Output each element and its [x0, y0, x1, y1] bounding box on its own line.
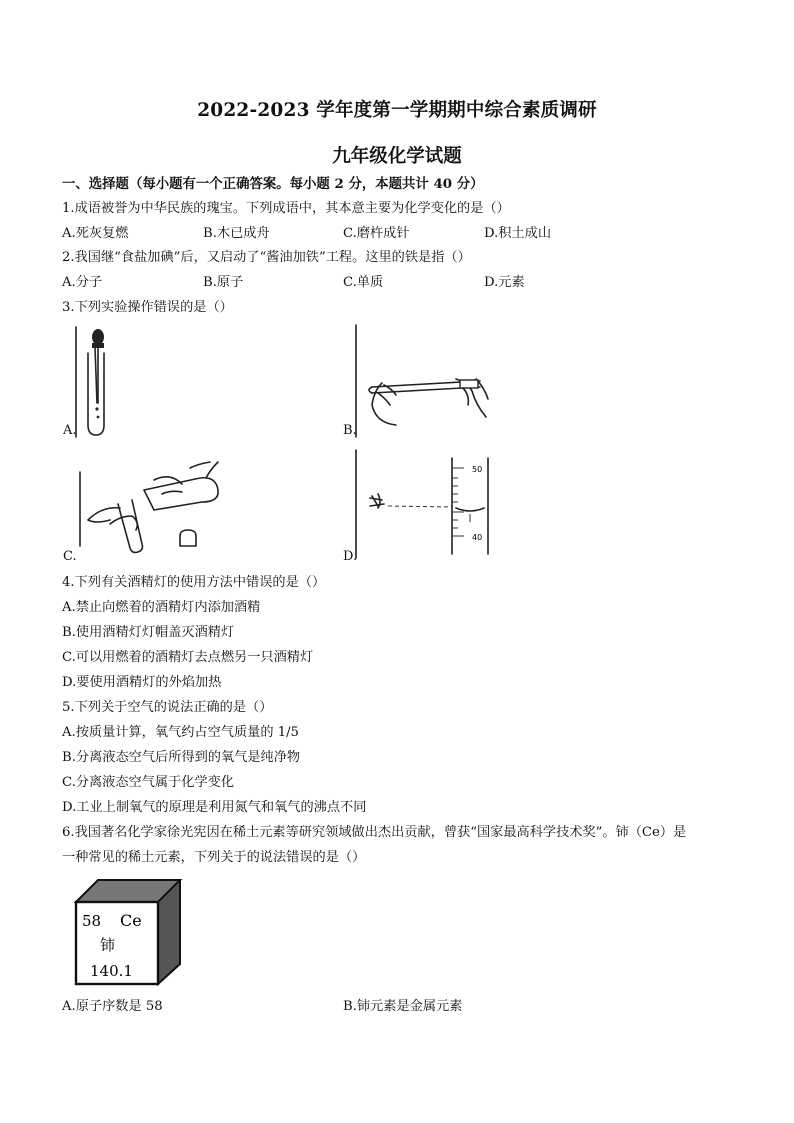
q4-option-a: A.禁止向燃着的酒精灯内添加酒精	[62, 600, 261, 615]
q1-option-a: A.死灰复燃	[62, 226, 129, 241]
question-3-stem: 3.下列实验操作错误的是（）	[62, 300, 233, 315]
q3-label-c: C.	[63, 549, 77, 564]
q4-option-d: D.要使用酒精灯的外焰加热	[62, 675, 222, 690]
question-4-stem: 4.下列有关酒精灯的使用方法中错误的是（）	[62, 575, 326, 590]
q5-option-b: B.分离液态空气后所得到的氧气是纯净物	[62, 750, 301, 765]
q4-option-c: C.可以用燃着的酒精灯去点燃另一只酒精灯	[62, 650, 314, 665]
reading-graduated-cylinder-image	[352, 450, 502, 560]
pouring-liquid-image	[70, 450, 240, 560]
element-cell-cube-image	[72, 876, 187, 991]
question-1-stem: 1.成语被誉为中华民族的瑰宝。下列成语中，其本意主要为化学变化的是（）	[62, 201, 510, 216]
element-symbol: Ce	[120, 911, 142, 930]
q1-option-d: D.积土成山	[484, 226, 552, 241]
cylinder-tick-40: 40	[472, 533, 483, 542]
q3-label-a: A.	[63, 423, 77, 438]
question-5-stem: 5.下列关于空气的说法正确的是（）	[62, 700, 273, 715]
q2-option-c: C.单质	[343, 275, 384, 290]
question-6-stem-line2: 一种常见的稀土元素，下列关于的说法错误的是（）	[62, 850, 366, 865]
q3-label-d: D.	[343, 549, 358, 564]
page-title: 2022-2023 学年度第一学期期中综合素质调研	[197, 100, 597, 121]
element-atomic-number: 58	[82, 912, 102, 930]
section-heading: 一、选择题（每小题有一个正确答案。每小题 2 分，本题共计 40 分）	[62, 176, 484, 192]
q6-option-a: A.原子序数是 58	[62, 999, 163, 1014]
hands-holding-tube-image	[352, 325, 502, 440]
q2-option-a: A.分子	[62, 275, 103, 290]
q5-option-d: D.工业上制氧气的原理是利用氮气和氧气的沸点不同	[62, 800, 367, 815]
q2-option-d: D.元素	[484, 275, 525, 290]
element-name: 铈	[100, 936, 116, 954]
q2-option-b: B.原子	[203, 275, 244, 290]
dropper-in-test-tube-image	[70, 325, 130, 440]
page-subtitle: 九年级化学试题	[332, 146, 462, 167]
element-atomic-mass: 140.1	[90, 962, 133, 980]
q1-option-c: C.磨杵成针	[343, 226, 410, 241]
q1-option-b: B.木已成舟	[203, 226, 270, 241]
q5-option-c: C.分离液态空气属于化学变化	[62, 775, 235, 790]
q4-option-b: B.使用酒精灯灯帽盖灭酒精灯	[62, 625, 235, 640]
q3-label-b: B.	[343, 423, 357, 438]
q5-option-a: A.按质量计算，氧气约占空气质量的 1/5	[62, 725, 299, 740]
q6-option-b: B.铈元素是金属元素	[343, 999, 463, 1014]
question-2-stem: 2.我国继“食盐加碘”后，又启动了“酱油加铁”工程。这里的铁是指（）	[62, 250, 471, 265]
question-6-stem-line1: 6.我国著名化学家徐光宪因在稀土元素等研究领域做出杰出贡献，曾获“国家最高科学技术奖”。铈（Ce）是	[62, 825, 687, 840]
cylinder-tick-50: 50	[472, 465, 483, 474]
